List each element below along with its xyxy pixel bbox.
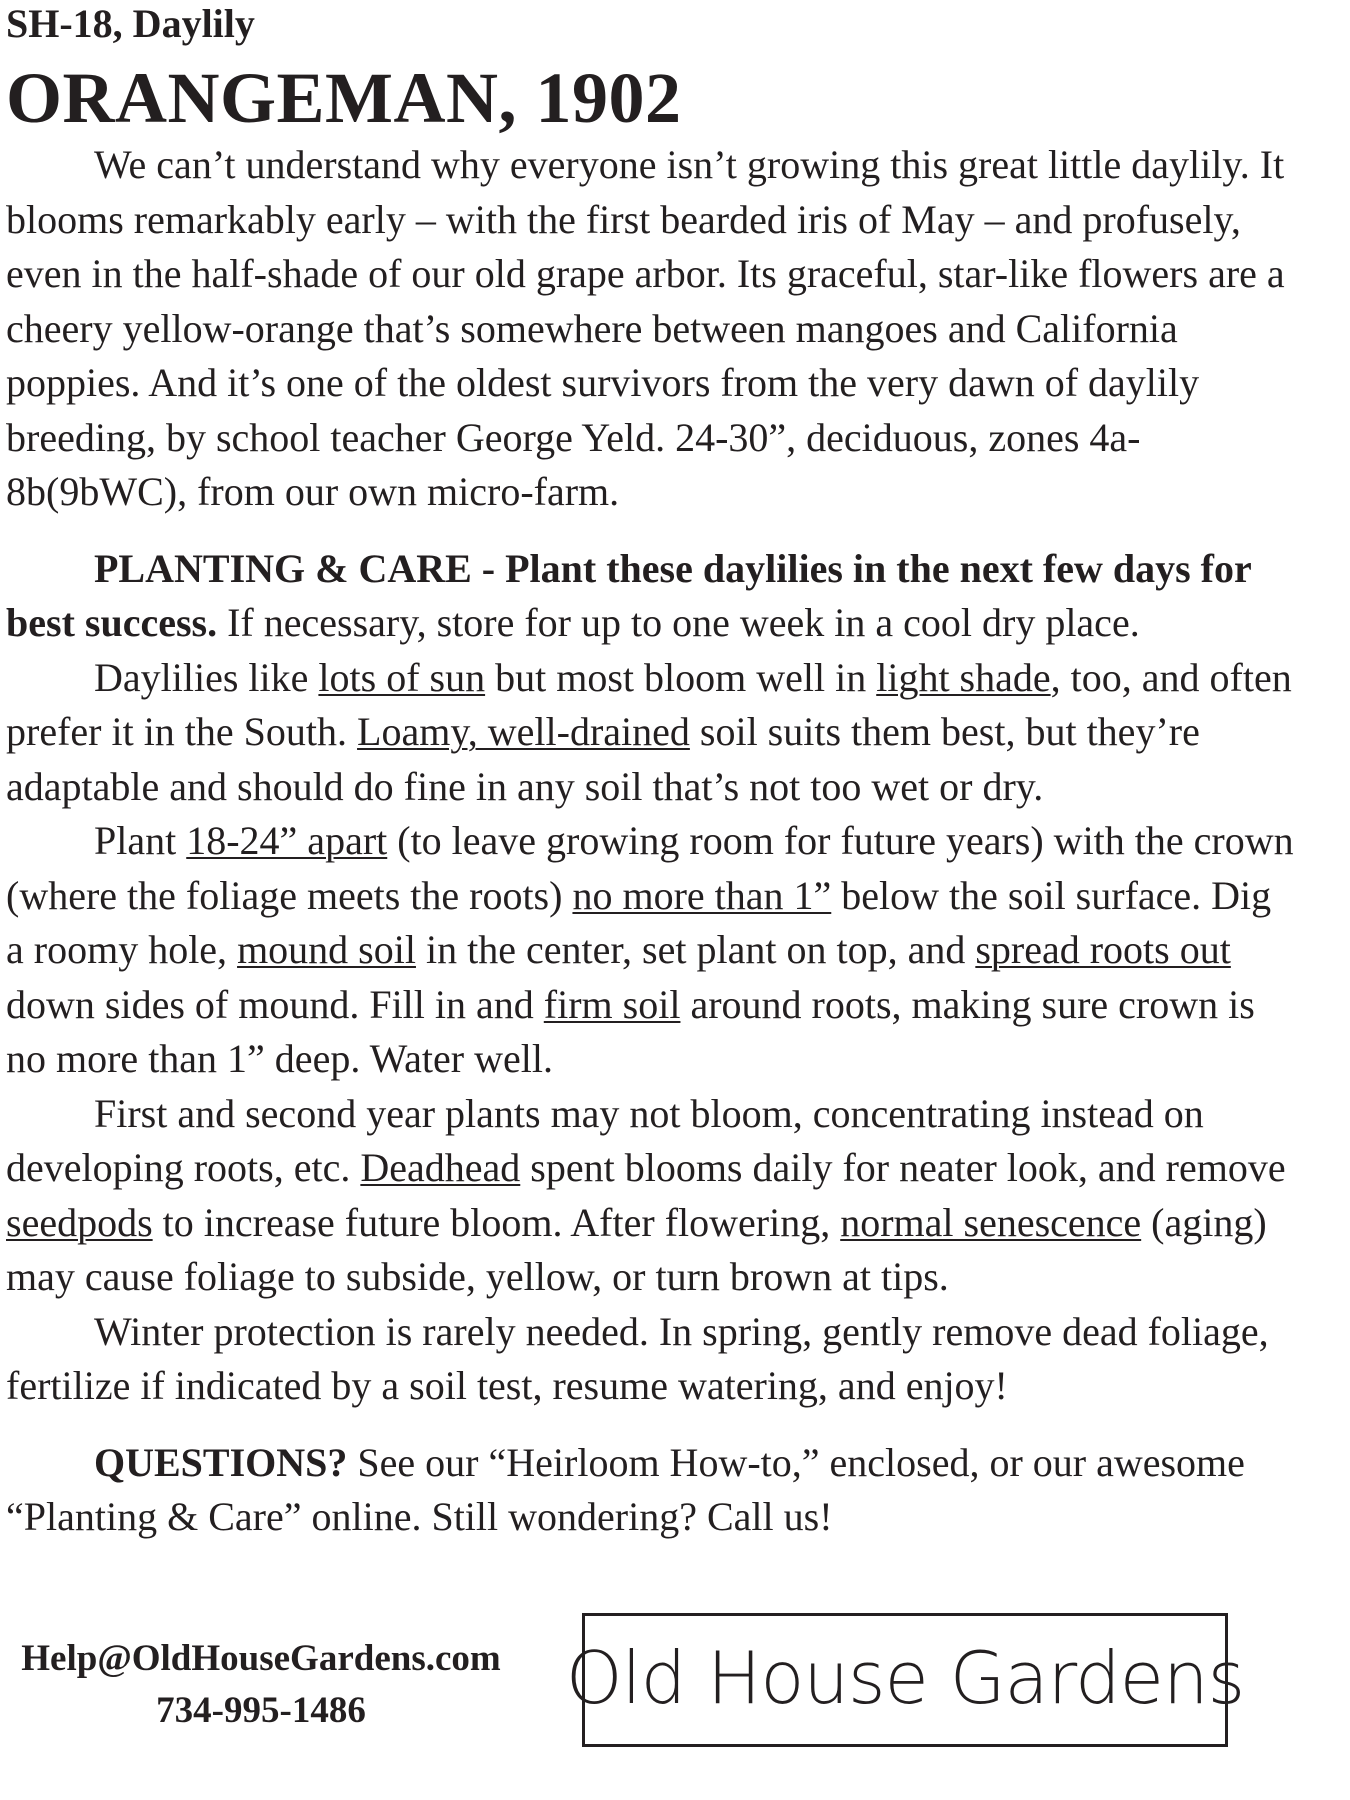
description-paragraph: We can’t understand why everyone isn’t growing this great little daylily. It blooms remarkably early – with the first bearded iris of May – and profusely, even in the half-shade of our old grape arbor. Its graceful, star-like flowers are a cheery yellow-orange that’s somewhere between mangoes and California poppies. And it’s one of the oldest survivors from the very dawn of daylily breeding, by school teacher George Yeld. 24-30”, deciduous, zones 4a-8b(9bWC), from our own micro-farm. [6, 142, 1285, 514]
questions-paragraph [6, 1436, 1296, 1545]
emphasis-soil: Loamy, well-drained [357, 709, 690, 754]
text-run: soil suits them best, but they’re adaptable and should do fine in any soil that’s not too wet or dry. [6, 709, 1200, 809]
text-run: down sides of mound. Fill in and [6, 981, 544, 1027]
planting-depth-paragraph [6, 814, 1296, 1087]
phone-number: 734-995-1486 [156, 1690, 366, 1731]
logo-wordmark [565, 1630, 1245, 1730]
text-run: (to leave growing room for future years) with the crown (where the foliage meets the roots) [6, 818, 1294, 918]
emphasis-shade: light shade [876, 654, 1051, 700]
text-run: (aging) may cause foliage to subside, yellow, or turn brown at tips. [6, 1199, 1267, 1299]
emphasis-mound: mound soil [237, 927, 416, 972]
text-run: but most bloom well in [485, 654, 877, 700]
page-title: ORANGEMAN, 1902 [6, 58, 682, 138]
emphasis-depth: no more than 1” [572, 872, 832, 918]
emphasis-roots: spread roots out [975, 927, 1231, 972]
planting-intro-paragraph [6, 542, 1296, 651]
emphasis-firm: firm soil [543, 981, 681, 1027]
bloom-care-paragraph [6, 1087, 1296, 1305]
text-run: Plant [94, 818, 187, 863]
text-run: below the soil surface. Dig a roomy hole, [6, 872, 1272, 972]
emphasis-spacing: 18-24” apart [186, 818, 388, 863]
questions-heading: QUESTIONS? [94, 1439, 348, 1485]
emphasis-seedpods: seedpods [6, 1199, 153, 1245]
emphasis-deadhead: Deadhead [360, 1145, 521, 1190]
text-run: First and second year plants may not bloom, concentrating instead on developing roots, etc. [6, 1090, 1204, 1190]
email-link[interactable]: Help@OldHouseGardens.com [21, 1638, 501, 1679]
text-run: to increase future bloom. After flowering, [152, 1199, 841, 1245]
light-soil-paragraph [6, 651, 1296, 815]
text-run: See our “Heirloom How-to,” enclosed, or our awesome “Planting & Care” online. Still wondering? Call us! [6, 1439, 1245, 1539]
body-text [6, 138, 1296, 1545]
storage-note: If necessary, store for up to one week in a cool dry place. [217, 600, 1140, 645]
planting-heading: PLANTING & CARE - Plant these daylilies in the next few days for best success. [6, 545, 1252, 645]
emphasis-sun: lots of sun [318, 654, 486, 700]
text-run: , too, and often prefer it in the South. [6, 654, 1292, 754]
text-run: Daylilies like [94, 654, 319, 700]
text-run: in the center, set plant on top, and [415, 927, 976, 972]
winter-paragraph: Winter protection is rarely needed. In spring, gently remove dead foliage, fertilize if indicated by a soil test, resume watering, and enjoy! [6, 1308, 1269, 1408]
logo-text: Old House Gardens [565, 1636, 1245, 1720]
brand-logo [565, 1613, 1245, 1747]
text-run: spent blooms daily for neater look, and remove [520, 1145, 1286, 1190]
contact-block [6, 1633, 516, 1737]
emphasis-senescence: normal senescence [840, 1199, 1142, 1245]
product-code: SH-18, Daylily [6, 1, 255, 46]
text-run: around roots, making sure crown is no more than 1” deep. Water well. [6, 981, 1255, 1081]
